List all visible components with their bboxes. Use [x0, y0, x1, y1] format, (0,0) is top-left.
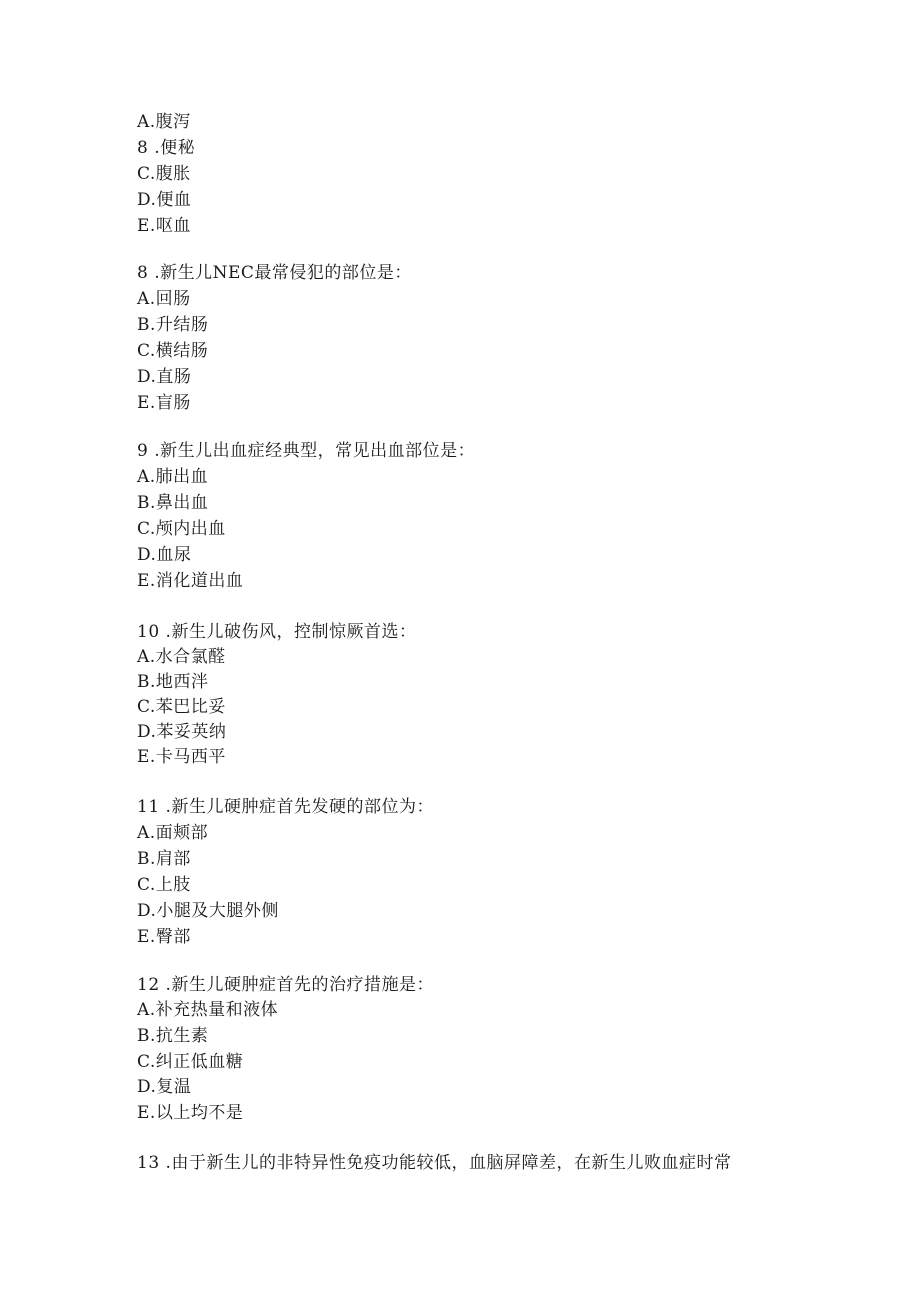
option-text: E.卡马西平: [137, 747, 226, 767]
option-text: E.消化道出血: [137, 571, 244, 591]
option-text: A.肺出血: [137, 467, 209, 487]
question-text: 11 .新生儿硬肿症首先发硬的部位为：: [137, 797, 434, 817]
option-text: C.腹胀: [137, 164, 191, 184]
option-text: B.鼻出血: [137, 493, 209, 513]
option-text: D.直肠: [137, 367, 192, 387]
option-text: C.横结肠: [137, 341, 209, 361]
option-text: 8 .便秘: [137, 138, 196, 158]
question-text: 8 .新生儿NEC最常侵犯的部位是：: [137, 263, 412, 283]
option-text: C.上肢: [137, 875, 191, 895]
option-text: A.回肠: [137, 289, 191, 309]
option-text: E.臀部: [137, 927, 191, 947]
option-text: B.肩部: [137, 849, 191, 869]
option-text: A.面颊部: [137, 823, 209, 843]
option-text: D.小腿及大腿外侧: [137, 901, 279, 921]
option-text: B.抗生素: [137, 1026, 209, 1046]
option-text: D.便血: [137, 190, 192, 210]
question-text: 13 .由于新生儿的非特异性免疫功能较低，血脑屏障差，在新生儿败血症时常: [137, 1153, 732, 1173]
option-text: D.复温: [137, 1077, 192, 1097]
option-text: E.盲肠: [137, 393, 191, 413]
option-text: D.血尿: [137, 545, 192, 565]
option-text: C.苯巴比妥: [137, 697, 226, 717]
option-text: C.颅内出血: [137, 519, 226, 539]
option-text: E.以上均不是: [137, 1103, 244, 1123]
option-text: A.水合氯醛: [137, 647, 226, 667]
option-text: E.呕血: [137, 216, 191, 236]
option-text: B.升结肠: [137, 315, 209, 335]
question-text: 12 .新生儿硬肿症首先的治疗措施是：: [137, 975, 434, 995]
option-text: A.补充热量和液体: [137, 1000, 279, 1020]
option-text: A.腹泻: [137, 112, 191, 132]
question-text: 9 .新生儿出血症经典型，常见出血部位是：: [137, 441, 476, 461]
option-text: C.纠正低血糖: [137, 1052, 244, 1072]
option-text: B.地西泮: [137, 672, 209, 692]
question-text: 10 .新生儿破伤风，控制惊厥首选：: [137, 622, 417, 642]
option-text: D.苯妥英纳: [137, 722, 227, 742]
